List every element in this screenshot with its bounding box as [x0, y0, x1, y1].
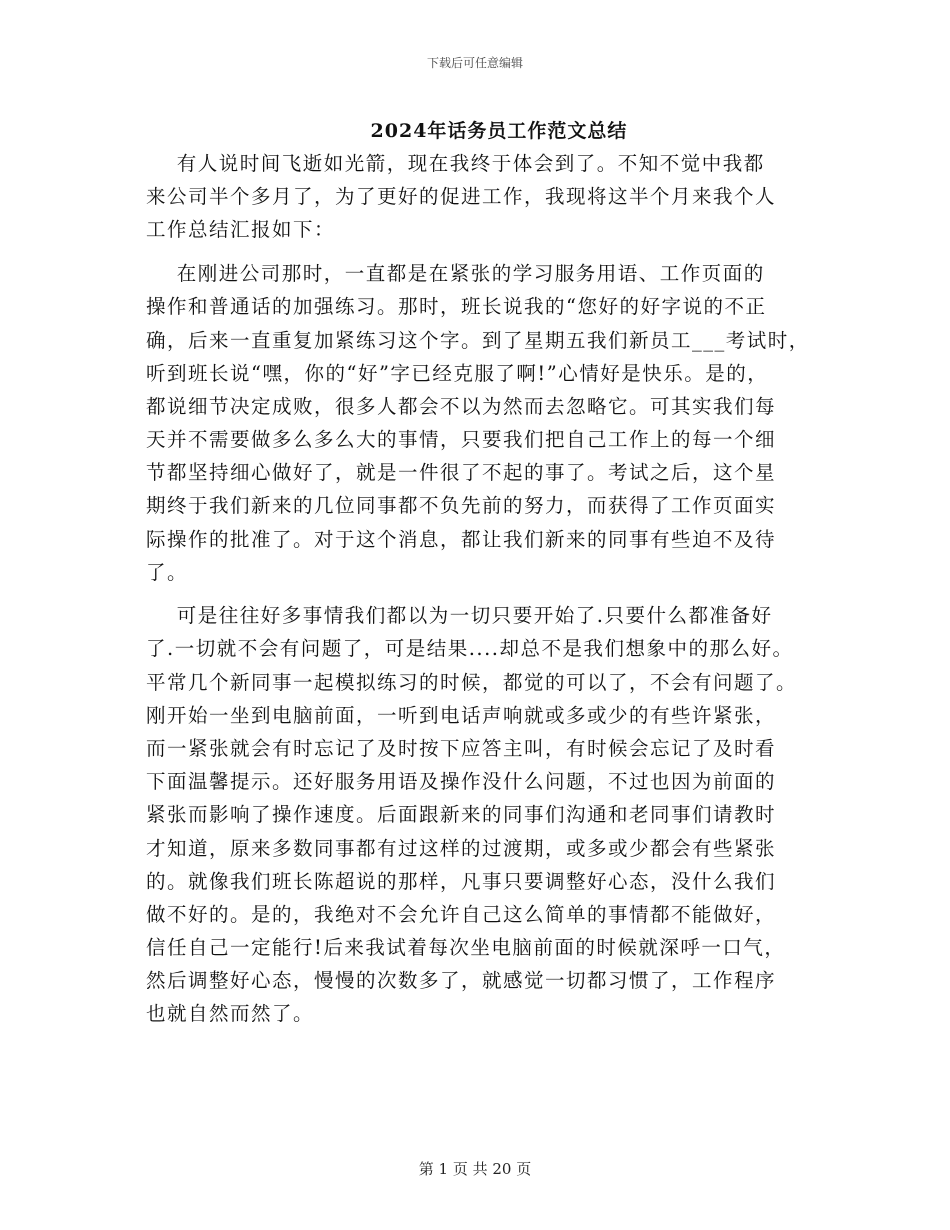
- body-line: 而一紧张就会有时忘记了及时按下应答主叫，有时候会忘记了及时看: [146, 737, 777, 760]
- body-line: 了.一切就不会有问题了，可是结果....却总不是我们想象中的那么好。: [146, 637, 794, 660]
- body-line: 平常几个新同事一起模拟练习的时候，都觉的可以了，不会有问题了。: [146, 671, 798, 694]
- body-line: 也就自然而然了。: [146, 1002, 315, 1025]
- document-title: 2024年话务员工作范文总结: [370, 120, 628, 142]
- page-number: 第 1 页 共 20 页: [418, 1160, 532, 1178]
- body-line: 才知道，原来多数同事都有过这样的过渡期，或多或少都会有些紧张: [146, 837, 777, 860]
- body-line: 有人说时间飞逝如光箭，现在我终于体会到了。不知不觉中我都: [146, 152, 765, 175]
- header-note: 下载后可任意编辑: [426, 56, 523, 70]
- body-line: 来公司半个多月了，为了更好的促进工作，我现将这半个月来我个人: [146, 185, 777, 208]
- body-line: 紧张而影响了操作速度。后面跟新来的同事们沟通和老同事们请教时: [146, 803, 777, 826]
- body-line: 下面温馨提示。还好服务用语及操作没什么问题，不过也因为前面的: [146, 770, 777, 793]
- body-line: 刚开始一坐到电脑前面，一听到电话声响就或多或少的有些许紧张，: [146, 704, 777, 727]
- body-line: 都说细节决定成败，很多人都会不以为然而去忽略它。可其实我们每: [146, 395, 777, 418]
- body-line: 了。: [146, 561, 189, 584]
- body-line: 工作总结汇报如下：: [146, 218, 336, 241]
- body-line: 然后调整好心态，慢慢的次数多了，就感觉一切都习惯了，工作程序: [146, 969, 777, 992]
- body-line: 天并不需要做多么多么大的事情，只要我们把自己工作上的每一个细: [146, 428, 777, 451]
- body-line: 节都坚持细心做好了，就是一件很了不起的事了。考试之后，这个星: [146, 461, 777, 484]
- body-line: 做不好的。是的，我绝对不会允许自己这么简单的事情都不能做好，: [146, 903, 777, 926]
- body-line: 听到班长说“嘿，你的“好”字已经克服了啊!”心情好是快乐。是的，: [146, 362, 769, 385]
- body-line: 期终于我们新来的几位同事都不负先前的努力，而获得了工作页面实: [146, 494, 777, 517]
- body-line: 确，后来一直重复加紧练习这个字。到了星期五我们新员工___考试时，: [146, 329, 810, 352]
- body-line: 际操作的批准了。对于这个消息，都让我们新来的同事有些迫不及待: [146, 528, 777, 551]
- body-line: 可是往往好多事情我们都以为一切只要开始了.只要什么都准备好: [146, 604, 773, 627]
- body-line: 在刚进公司那时，一直都是在紧张的学习服务用语、工作页面的: [146, 262, 765, 285]
- body-line: 信任自己一定能行!后来我试着每次坐电脑前面的时候就深呼一口气，: [146, 936, 786, 959]
- body-line: 的。就像我们班长陈超说的那样，凡事只要调整好心态，没什么我们: [146, 870, 777, 893]
- body-line: 操作和普通话的加强练习。那时，班长说我的“您好的好字说的不正: [146, 295, 767, 318]
